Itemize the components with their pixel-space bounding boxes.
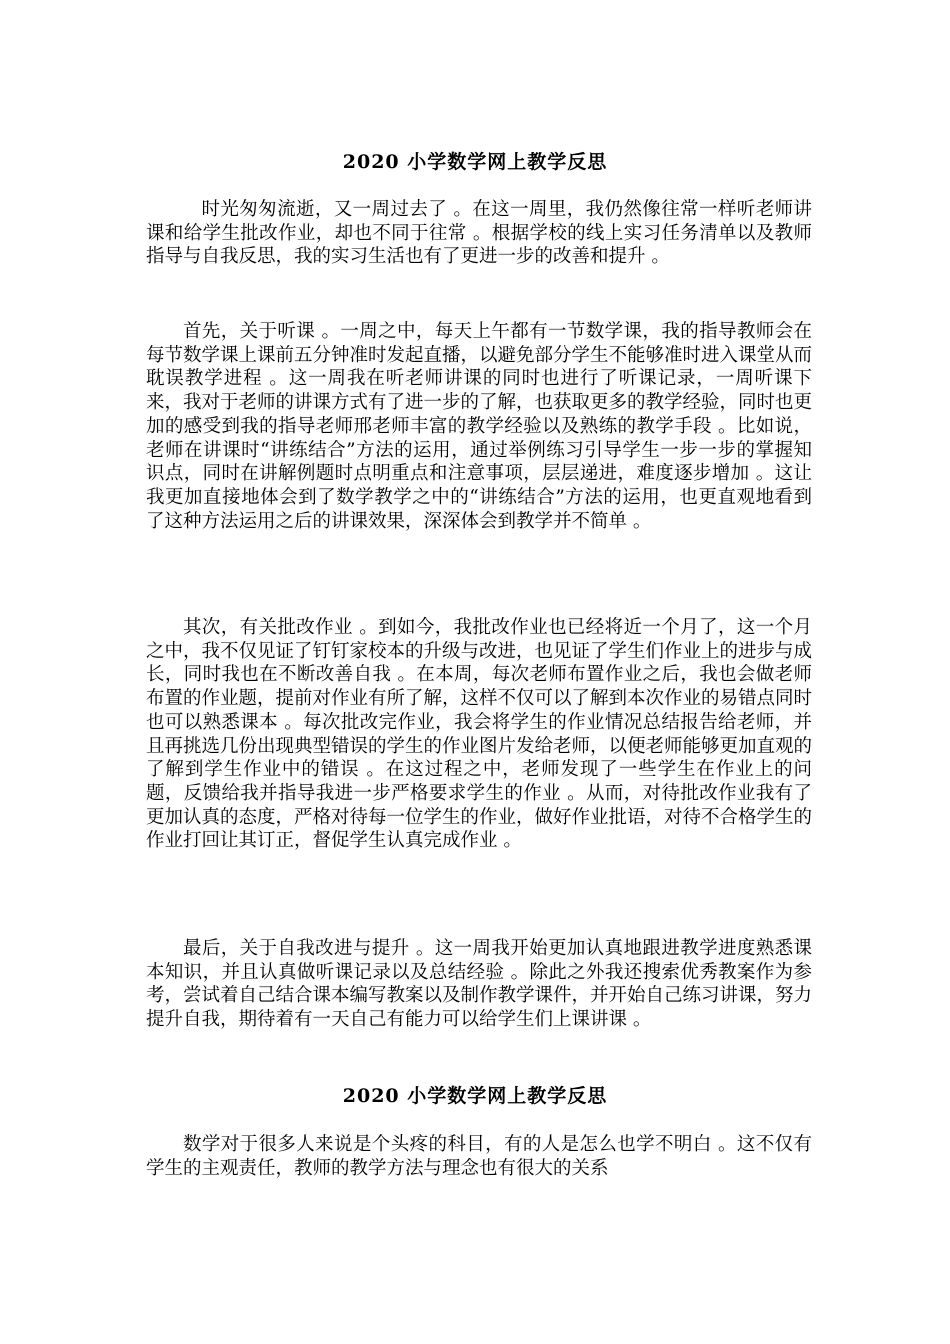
paragraph-listening: 首先，关于听课 。一周之中，每天上午都有一节数学课，我的指导教师会在每节数学课上课前五分钟准时发起直播，以避免部分学生不能够准时进入课堂从而耽误教学进程 。这一周我在听老师讲课的同时也进行了听课记录，一周听课下来，我对于老师的讲课方式有了进一步的了解，也获取更多的教学经验，同时也更加的感受到我的指导老师邢老师丰富的教学经验以及熟练的教学手段 。比如说，老师在讲课时“讲练结合”方法的运用，通过举例练习引导学生一步一步的掌握知识点，同时在讲解例题时点明重点和注意事项，层层递进，难度逐步增加 。这让我更加直接地体会到了数学教学之中的“讲练结合”方法的运用，也更直观地看到了这种方法运用之后的讲课效果，深深体会到教学并不简单 。 [146,321,813,532]
paragraph-intro: 时光匆匆流逝，又一周过去了 。在这一周里，我仍然像往常一样听老师讲课和给学生批改作业，却也不同于往常 。根据学校的线上实习任务清单以及教师指导与自我反思，我的实习生活也有了更进一步的改善和提升 。 [146,199,812,268]
paragraph-grading: 其次，有关批改作业 。到如今，我批改作业也已经将近一个月了，这一个月之中，我不仅见证了钉钉家校本的升级与改进，也见证了学生们作业上的进步与成长，同时我也在不断改善自我 。在本周，每次老师布置作业之后，我也会做老师布置的作业题，提前对作业有所了解，这样不仅可以了解到本次作业的易错点同时也可以熟悉课本 。每次批改完作业，我会将学生的作业情况总结报告给老师，并且再挑选几份出现典型错误的学生的作业图片发给老师，以便老师能够更加直观的了解到学生作业中的错误 。在这过程之中，老师发现了一些学生在作业上的问题，反馈给我并指导我进一步严格要求学生的作业 。从而，对待批改作业我有了更加认真的态度，严格对待每一位学生的作业，做好作业批语，对待不合格学生的作业打回让其订正，督促学生认真完成作业 。 [146,617,813,852]
paragraph-second-intro: 数学对于很多人来说是个头疼的科目，有的人是怎么也学不明白 。这不仅有学生的主观责任，教师的教学方法与理念也有很大的关系 [146,1134,812,1179]
paragraph-improvement: 最后，关于自我改进与提升 。这一周我开始更加认真地跟进教学进度熟悉课本知识，并且认真做听课记录以及总结经验 。除此之外我还搜索优秀教案作为参考，尝试着自己结合课本编写教案以及制作教学课件，并开始自己练习讲课，努力提升自我，期待着有一天自己有能力可以给学生们上课讲课 。 [146,938,813,1031]
document-title-second: 2020 小学数学网上教学反思 [342,1085,608,1107]
document-title: 2020 小学数学网上教学反思 [342,151,608,173]
